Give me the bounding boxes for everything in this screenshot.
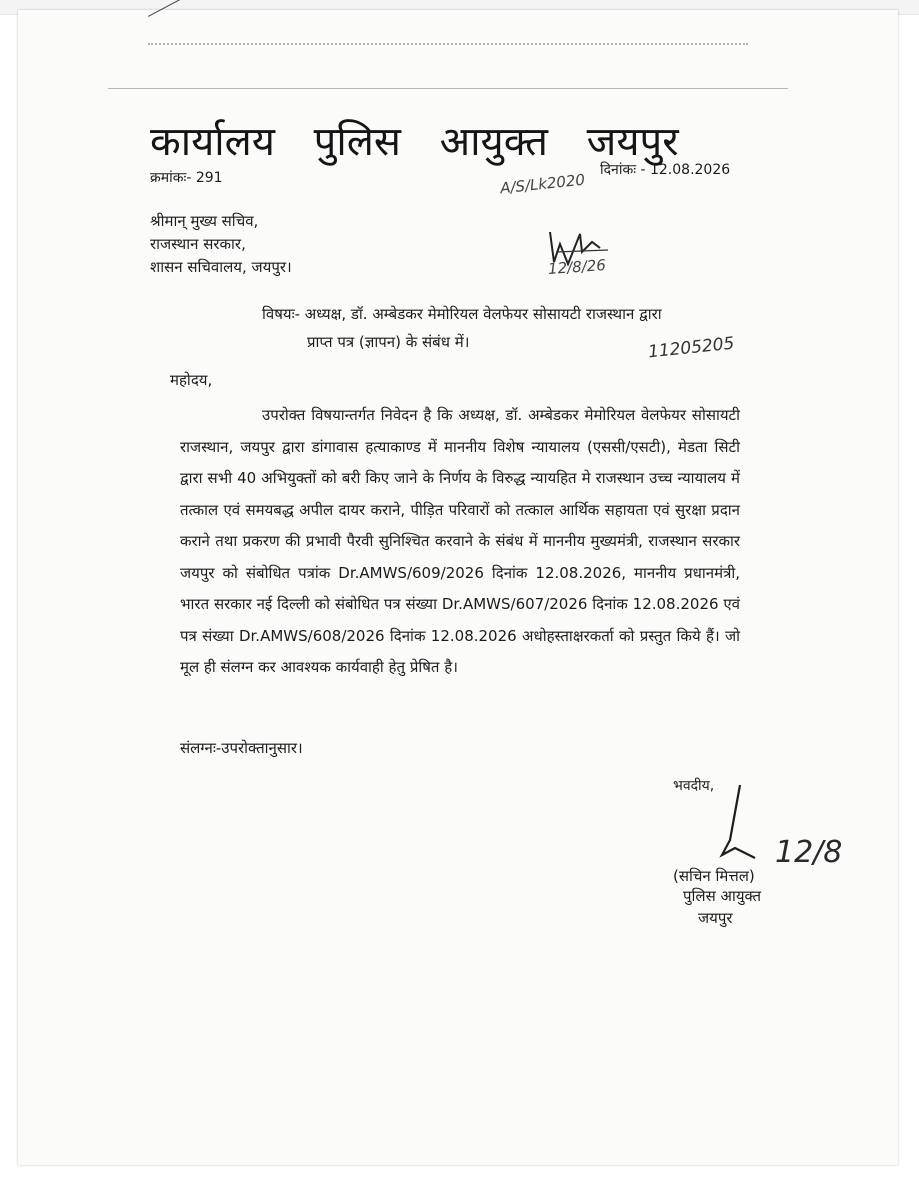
signature-date: 12/8 — [775, 835, 843, 870]
subject-line-2: प्राप्त पत्र (ज्ञापन) के संबंध में। — [307, 333, 470, 351]
signature — [700, 780, 780, 874]
recipient-line-3: शासन सचिवालय, जयपुर। — [150, 258, 292, 276]
signatory-name: (सचिन मित्तल) — [673, 867, 755, 885]
receipt-date: 12/8/26 — [547, 256, 607, 278]
closing-yours: भवदीय, — [673, 778, 715, 794]
handwritten-reference: A/S/Lk2020 — [499, 170, 586, 198]
recipient-line-1: श्रीमान् मुख्य सचिव, — [150, 212, 259, 230]
reference-number: क्रमांकः- 291 — [150, 170, 223, 186]
receipt-initials — [520, 222, 630, 286]
subject-line-1: विषयः- अध्यक्ष, डॉ. अम्बेडकर मेमोरियल वेलफेयर सोसायटी राजस्थान द्वारा — [262, 305, 662, 323]
faint-header-mark — [148, 43, 748, 55]
subject-block — [262, 300, 662, 356]
signature-scribble-icon — [700, 780, 780, 870]
diary-number: 11205205 — [647, 333, 736, 363]
letter-date: दिनांकः - 12.08.2026 — [600, 162, 731, 178]
salutation: महोदय, — [170, 371, 213, 389]
signatory-city: जयपुर — [698, 909, 733, 927]
recipient-line-2: राजस्थान सरकार, — [150, 235, 246, 253]
office-title: कार्यालय पुलिस आयुक्त जयपुर — [150, 119, 679, 165]
enclosure-note: संलग्नः-उपरोक्तानुसार। — [180, 739, 303, 757]
recipient-address — [150, 210, 292, 279]
signatory-designation: पुलिस आयुक्त — [683, 887, 762, 905]
body-paragraph: उपरोक्त विषयान्तर्गत निवेदन है कि अध्यक्ष, डॉ. अम्बेडकर मेमोरियल वेलफेयर सोसायटी राजस्थान, जयपुर द्वारा डांगावास हत्याकाण्ड में माननीय विशेष न्यायालय (एससी/एसटी), मेडता सिटी द्वारा सभी 40 अभियुक्तों को बरी किए जाने के निर्णय के विरुद्ध न्यायहित मे राजस्थान उच्च न्यायालय में तत्काल एवं समयबद्ध अपील दायर कराने, पीड़ित परिवारों को तत्काल आर्थिक सहायता एवं सुरक्षा प्रदान कराने तथा प्रकरण की प्रभावी पैरवी सुनिश्चित करवाने के संबंध में माननीय मुख्यमंत्री, राजस्थान सरकार जयपुर को संबोधित पत्रांक Dr.AMWS/609/2026 दिनांक 12.08.2026, माननीय प्रधानमंत्री, भारत सरकार नई दिल्ली को संबोधित पत्र संख्या Dr.AMWS/607/2026 दिनांक 12.08.2026 एवं पत्र संख्या Dr.AMWS/608/2026 दिनांक 12.08.2026 अधोहस्ताक्षरकर्ता को प्रस्तुत किये हैं। जो मूल ही संलग्न कर आवश्यक कार्यवाही हेतु प्रेषित है। — [180, 406, 740, 676]
faint-header-rule — [108, 88, 788, 90]
